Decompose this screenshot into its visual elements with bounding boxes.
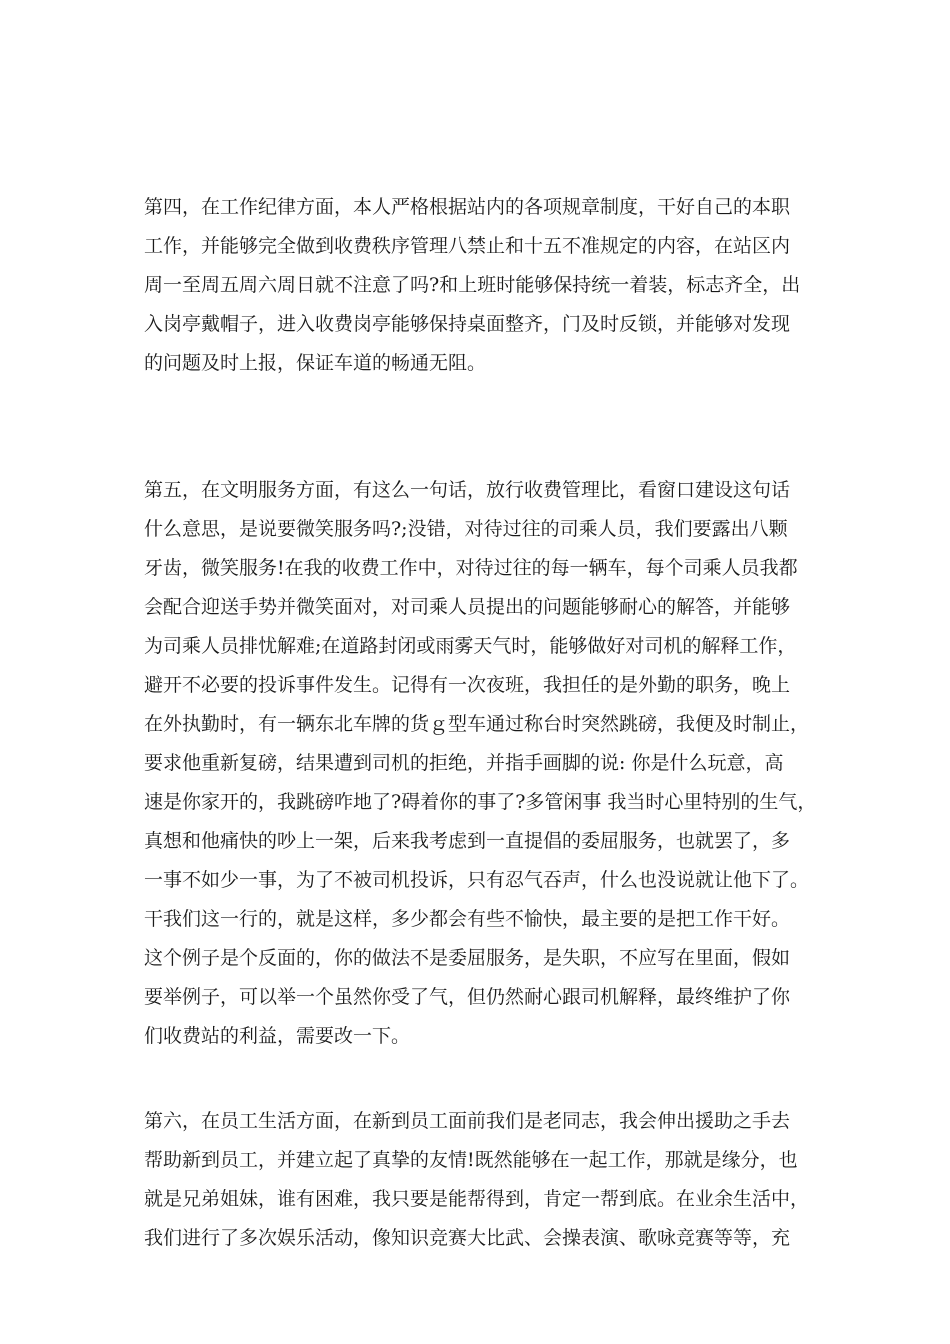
- paragraph-section-5: [144, 471, 824, 1056]
- paragraph-section-4: [144, 188, 824, 383]
- text-line: 牙齿，微笑服务!在我的收费工作中，对待过往的每一辆车，每个司乘人员我都: [144, 557, 798, 579]
- text-line: 就是兄弟姐妹，谁有困难，我只要是能帮得到，肯定一帮到底。在业余生活中，: [144, 1188, 810, 1210]
- text-line: 要求他重新复磅，结果遭到司机的拒绝，并指手画脚的说: 你是什么玩意，高: [144, 752, 784, 774]
- text-line: 第四，在工作纪律方面，本人严格根据站内的各项规章制度，干好自己的本职: [144, 196, 791, 218]
- text-line: 我们进行了多次娱乐活动，像知识竞赛大比武、会操表演、歌咏竞赛等等，充: [144, 1227, 791, 1249]
- text-line: 避开不必要的投诉事件发生。记得有一次夜班，我担任的是外勤的职务，晚上: [144, 674, 791, 696]
- text-line: 第五，在文明服务方面，有这么一句话，放行收费管理比，看窗口建设这句话: [144, 479, 791, 501]
- text-line: 入岗亭戴帽子，进入收费岗亭能够保持桌面整齐，门及时反锁，并能够对发现: [144, 313, 791, 335]
- text-line: 这个例子是个反面的，你的做法不是委屈服务，是失职，不应写在里面，假如: [144, 947, 791, 969]
- text-line: 速是你家开的，我跳磅咋地了?碍着你的事了?多管闲事 我当时心里特别的生气，: [144, 791, 817, 813]
- text-line: 真想和他痛快的吵上一架，后来我考虑到一直提倡的委屈服务，也就罢了，多: [144, 830, 791, 852]
- text-line: 要举例子，可以举一个虽然你受了气，但仍然耐心跟司机解释，最终维护了你: [144, 986, 791, 1008]
- text-line: 帮助新到员工，并建立起了真挚的友情!既然能够在一起工作，那就是缘分，也: [144, 1149, 798, 1171]
- text-line: 第六，在员工生活方面，在新到员工面前我们是老同志，我会伸出援助之手去: [144, 1110, 791, 1132]
- text-line: 什么意思，是说要微笑服务吗?;没错，对待过往的司乘人员，我们要露出八颗: [144, 518, 788, 540]
- text-line: 一事不如少一事，为了不被司机投诉，只有忍气吞声，什么也没说就让他下了。: [144, 869, 810, 891]
- text-line: 会配合迎送手势并微笑面对，对司乘人员提出的问题能够耐心的解答，并能够: [144, 596, 791, 618]
- text-line: 工作，并能够完全做到收费秩序管理八禁止和十五不准规定的内容，在站区内: [144, 235, 791, 257]
- text-line: 干我们这一行的，就是这样，多少都会有些不愉快，最主要的是把工作干好。: [144, 908, 791, 930]
- text-line: 为司乘人员排忧解难;在道路封闭或雨雾天气时，能够做好对司机的解释工作，: [144, 635, 797, 657]
- text-line: 周一至周五周六周日就不注意了吗?和上班时能够保持统一着装，标志齐全，出: [144, 274, 801, 296]
- text-line: 在外执勤时，有一辆东北车牌的货ｇ型车通过称台时突然跳磅，我便及时制止，: [144, 713, 810, 735]
- paragraph-section-6: [144, 1102, 824, 1258]
- text-line: 们收费站的利益，需要改一下。: [144, 1025, 411, 1047]
- text-line: 的问题及时上报，保证车道的畅通无阻。: [144, 352, 487, 374]
